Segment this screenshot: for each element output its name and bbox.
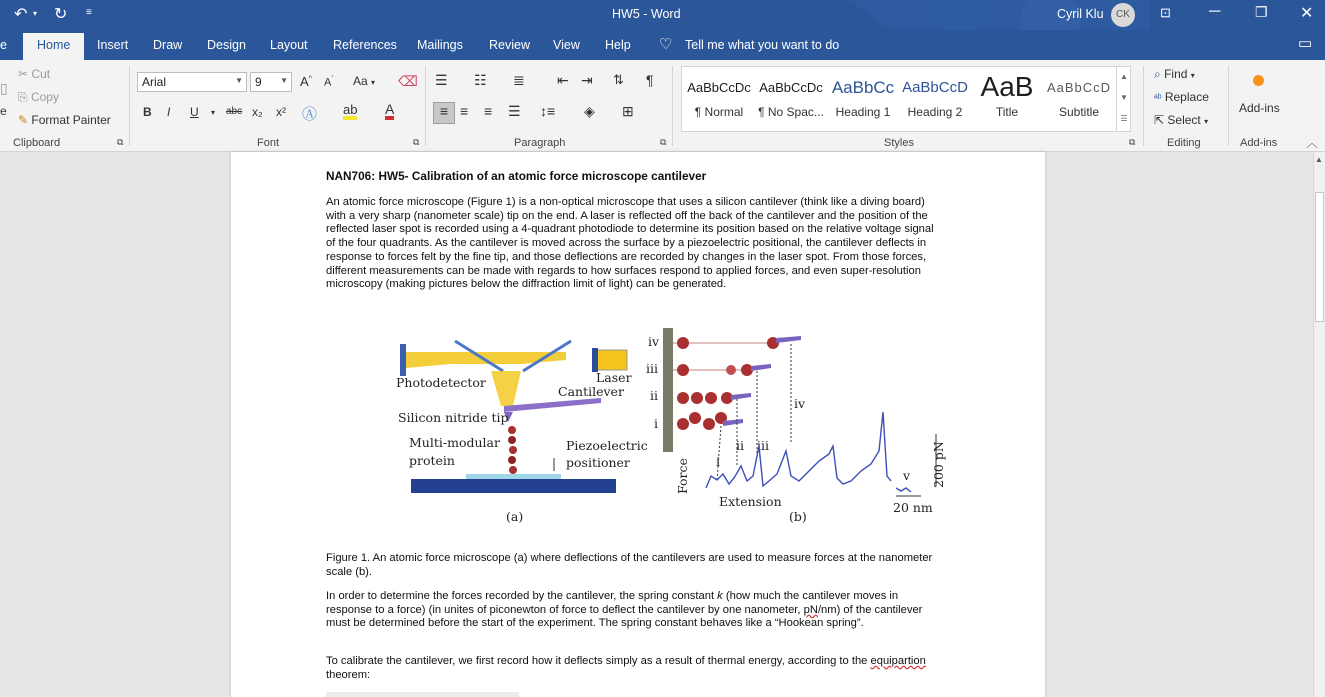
trace-label-ii: ii [736, 438, 744, 453]
laser-reflection [491, 371, 521, 406]
label-panel-a: (a) [506, 509, 524, 524]
style-name: ¶ Normal [694, 105, 744, 119]
chevron-down-icon: ▼ [280, 76, 288, 85]
spellcheck-word[interactable]: pN [803, 603, 818, 616]
ribbon-home [0, 60, 1325, 152]
clipboard-group-label: Clipboard [13, 137, 61, 149]
separator [129, 66, 130, 146]
show-formatting-button[interactable]: ¶ [646, 72, 654, 88]
style-name: ¶ No Spac... [758, 105, 824, 119]
tab-file[interactable]: e [0, 38, 7, 52]
figure-panel-a [396, 341, 648, 524]
chevron-down-icon[interactable]: ▾ [211, 108, 216, 117]
copy-label: Copy [30, 90, 59, 104]
style-preview: AaBbCcDc [687, 80, 751, 95]
tab-layout[interactable]: Layout [270, 38, 308, 52]
ribbon-tabs [0, 30, 1325, 60]
styles-group-label: Styles [884, 137, 914, 149]
style-heading-2[interactable] [899, 69, 971, 129]
change-case-button[interactable] [353, 74, 375, 88]
label-protein-2: protein [409, 453, 455, 468]
font-family-value: Arial [142, 75, 167, 89]
cantilever-shape [504, 398, 601, 412]
laser-mount [592, 348, 598, 372]
figure-panel-b [646, 328, 946, 524]
text-run: To calibrate the cantilever, we first record how it deflects simply as a result of thermal energy, according to the [326, 655, 871, 667]
tab-help[interactable]: Help [605, 38, 631, 52]
substrate-wall [663, 328, 673, 452]
font-size-value: 9 [255, 75, 262, 89]
label-piezo-2: positioner [566, 455, 630, 470]
document-page[interactable] [231, 152, 1045, 697]
line-spacing-icon[interactable]: ↕≡ [540, 103, 556, 119]
brush-icon: ✎ [18, 113, 29, 127]
editing-group-label: Editing [1167, 137, 1201, 149]
text-run: In order to determine the forces recorded by the cantilever, the spring constant [326, 590, 718, 602]
axis-label-extension: Extension [719, 494, 782, 509]
numbering-icon[interactable]: ☷ [474, 72, 487, 88]
increase-indent-icon[interactable]: ⇥ [581, 72, 593, 88]
figure-caption: Figure 1. An atomic force microscope (a) where deflections of the cantilevers are used to measure forces at the nanometer scale (b). [326, 552, 933, 578]
laser-shape [595, 350, 627, 370]
shrink-font-icon[interactable]: $A^ˇ$ [324, 76, 334, 89]
undo-icon[interactable]: ↶ [14, 6, 28, 23]
user-avatar[interactable]: CK [1111, 3, 1135, 27]
style-name: Heading 1 [835, 105, 891, 119]
trace-label-i: i [716, 454, 720, 469]
text-run: /nm) of the cantilever must be determined before the start of the experiment. The spring constant behaves like a “Hookean spring”. [326, 603, 923, 630]
label-laser: Laser [596, 370, 632, 385]
align-center-icon[interactable]: ≡ [460, 103, 469, 119]
user-name[interactable]: Cyril Klu [1057, 7, 1104, 21]
style-preview: AaB [980, 71, 1034, 102]
label-state-iii: iii [646, 361, 658, 376]
format-painter-label: Format Painter [31, 113, 111, 127]
shading-icon[interactable]: ◈ [584, 103, 595, 119]
paragraph-group-label: Paragraph [514, 137, 566, 149]
align-left-icon[interactable]: ≡ [433, 102, 455, 124]
protein-chain [508, 426, 517, 474]
tell-me-search[interactable]: Tell me what you want to do [685, 38, 840, 52]
justify-icon[interactable]: ☰ [508, 103, 521, 119]
subscript-button[interactable]: x₂ [252, 105, 263, 119]
style-subtitle[interactable] [1043, 69, 1115, 129]
redo-icon[interactable]: ↻ [54, 6, 68, 23]
vertical-scrollbar[interactable] [1313, 152, 1325, 697]
force-trace-tail [896, 488, 911, 492]
grow-font-icon[interactable]: A^ [300, 74, 312, 89]
copy-button[interactable] [18, 90, 59, 105]
axis-label-force: Force [675, 458, 690, 494]
label-piezo-1: Piezoelectric [566, 438, 648, 453]
substrate [466, 474, 561, 479]
paragraph-launcher-icon[interactable]: ⧉ [660, 137, 667, 147]
styles-launcher-icon[interactable]: ⧉ [1129, 137, 1136, 147]
tab-insert[interactable]: Insert [97, 38, 129, 52]
separator [1143, 66, 1144, 146]
chevron-down-icon: ▾ [371, 78, 376, 87]
style-preview: AaBbCcD [902, 79, 968, 96]
add-ins-group-label: Add-ins [1240, 137, 1278, 149]
cut-label: Cut [31, 67, 51, 81]
paragraph-calibrate [326, 655, 946, 682]
tab-review[interactable]: Review [489, 38, 530, 52]
scrollbar-thumb[interactable] [1315, 192, 1324, 322]
tab-design[interactable]: Design [207, 38, 246, 52]
style-name: Title [995, 105, 1019, 119]
scroll-up-icon[interactable]: ▲ [1315, 155, 1323, 164]
paste-button[interactable]: e [0, 104, 7, 118]
search-icon: ⌕ [1154, 67, 1161, 81]
style-no-spacing[interactable] [755, 69, 827, 129]
format-painter-button[interactable] [18, 113, 111, 127]
select-button[interactable] [1154, 113, 1208, 127]
text-run: (how much the cantilever moves in response to a force) (in unites of piconewton of force to deflect the cantilever by one nanometer, [326, 590, 899, 616]
title-bar [0, 0, 1325, 30]
align-right-icon[interactable]: ≡ [484, 103, 493, 119]
scale-label-pn: 200 pN [931, 441, 946, 488]
undo-dropdown-icon[interactable]: ▾ [33, 9, 38, 18]
label-state-iv: iv [648, 334, 660, 349]
bullets-icon[interactable]: ☰ [435, 72, 448, 88]
find-button[interactable] [1154, 67, 1195, 82]
equation-placeholder[interactable] [326, 692, 519, 697]
trace-label-v: v [903, 468, 911, 483]
paste-icon: ▯ [0, 80, 8, 96]
document-title: NAN706: HW5- Calibration of an atomic force microscope cantilever [326, 169, 707, 183]
ribbon-display-icon[interactable]: ⊡ [1160, 5, 1171, 20]
add-ins-icon [1253, 75, 1264, 86]
comments-icon[interactable]: ▭ [1298, 35, 1313, 52]
find-label: Find [1164, 67, 1188, 81]
text-effects-icon[interactable]: Ⓐ [302, 106, 318, 123]
change-case-label: Aa [353, 74, 368, 88]
restore-icon[interactable]: ❐ [1255, 4, 1268, 20]
lightbulb-icon: ♡ [659, 36, 673, 53]
label-state-i: i [654, 416, 658, 431]
window-title: HW5 - Word [612, 7, 681, 21]
label-cantilever: Cantilever [558, 384, 624, 399]
clear-formatting-icon[interactable]: ⌫ [398, 73, 418, 89]
tab-references[interactable]: References [333, 38, 397, 52]
style-name: Heading 2 [907, 105, 963, 119]
styles-scroll[interactable] [1116, 66, 1131, 132]
scroll-down-icon[interactable]: ▼ [1120, 93, 1128, 102]
label-state-ii: ii [650, 388, 658, 403]
chevron-down-icon: ▼ [235, 76, 243, 85]
tab-mailings[interactable]: Mailings [417, 38, 463, 52]
trace-label-iv: iv [794, 396, 806, 411]
scissors-icon: ✂ [18, 67, 29, 81]
paragraph-spring-constant [326, 590, 946, 631]
style-preview: AaBbCc [831, 78, 895, 97]
copy-icon: ⎘ [18, 90, 28, 104]
style-title[interactable] [971, 69, 1043, 129]
more-styles-icon[interactable]: ☰ [1120, 114, 1128, 123]
decrease-indent-icon[interactable]: ⇤ [557, 72, 569, 88]
separator [672, 66, 673, 146]
style-heading-1[interactable] [827, 69, 899, 129]
separator [1228, 66, 1229, 146]
customize-qat-icon[interactable]: ≡ [86, 7, 92, 18]
style-name: Subtitle [1058, 105, 1100, 119]
label-panel-b: (b) [789, 509, 807, 524]
bold-button[interactable]: B [143, 105, 152, 119]
guide-lines [717, 344, 791, 481]
trace-label-iii: iii [757, 438, 769, 453]
select-label: Select [1167, 113, 1201, 127]
clipboard-launcher-icon[interactable]: ⧉ [117, 137, 124, 147]
replace-button[interactable] [1154, 90, 1209, 104]
label-tip: Silicon nitride tip [398, 410, 509, 425]
strikethrough-button[interactable]: abc [226, 106, 243, 117]
collapse-ribbon-icon[interactable]: ︿ [1306, 136, 1319, 150]
style-preview: AaBbCcDc [759, 80, 823, 95]
font-family-select[interactable] [137, 72, 247, 92]
tab-draw[interactable]: Draw [153, 38, 183, 52]
paragraph-intro: An atomic force microscope (Figure 1) is a non-optical microscope that uses a silicon cantilever (think like a diving board) with a very sharp (nanometer scale) tip on the end. A laser is reflected off the back of the cantilever and the position of the reflected laser spot is recorded using a 4-quadrant photodiode to determine its position based on the relative voltage signal of the four quadrants. As the cantilever is moved across the surface by a piezoelectric positional, the cantilever deflects in response to forces felt by the fine tip, and those deflections are recorded by changes in the laser spot. From those forces, different measurements can be made with regards to how surfaces respond to applied forces, and even super-resolution microscopy (making pictures below the diffraction limit of light) can be generated. [326, 196, 934, 291]
k-symbol: k [717, 590, 723, 602]
cursor-icon: ⇱ [1154, 113, 1165, 127]
italic-button[interactable]: I [167, 105, 171, 119]
chevron-down-icon: ▾ [1190, 71, 1195, 80]
tab-home[interactable]: Home [23, 33, 84, 60]
photodetector-shape [400, 344, 406, 376]
font-color-icon[interactable]: A [385, 103, 394, 120]
chevron-down-icon: ▾ [1204, 117, 1209, 126]
document-area [0, 152, 1325, 697]
replace-icon: ᵃᵇ [1154, 93, 1162, 104]
piezo-base [411, 479, 616, 493]
style-normal[interactable] [683, 69, 755, 129]
add-ins-button[interactable]: Add-ins [1239, 101, 1280, 115]
multilevel-list-icon[interactable]: ≣ [513, 72, 525, 88]
label-protein-1: Multi-modular [409, 435, 500, 450]
font-launcher-icon[interactable]: ⧉ [413, 137, 420, 147]
scale-label-nm: 20 nm [893, 500, 933, 515]
separator [425, 66, 426, 146]
minimize-icon[interactable]: ─ [1209, 3, 1221, 20]
sort-icon[interactable]: ⇅ [613, 72, 624, 87]
font-group-label: Font [257, 137, 280, 149]
spellcheck-word[interactable]: equipartion [870, 655, 926, 667]
text-run: theorem: [326, 668, 371, 681]
borders-icon[interactable]: ⊞ [622, 103, 634, 119]
font-size-select[interactable] [250, 72, 292, 92]
replace-label: Replace [1164, 90, 1209, 104]
figure-1 [391, 326, 946, 530]
scroll-up-icon[interactable]: ▲ [1120, 72, 1128, 81]
underline-button[interactable]: U [190, 105, 199, 119]
style-preview: AaBbCcD [1046, 80, 1112, 95]
cut-button[interactable] [18, 67, 50, 81]
tab-view[interactable]: View [553, 38, 580, 52]
superscript-button[interactable]: x² [276, 105, 286, 119]
highlight-color-icon[interactable]: ab [343, 104, 357, 120]
close-icon[interactable]: ✕ [1300, 5, 1314, 22]
title-decoration [850, 0, 1150, 30]
label-photodetector: Photodetector [396, 375, 486, 390]
